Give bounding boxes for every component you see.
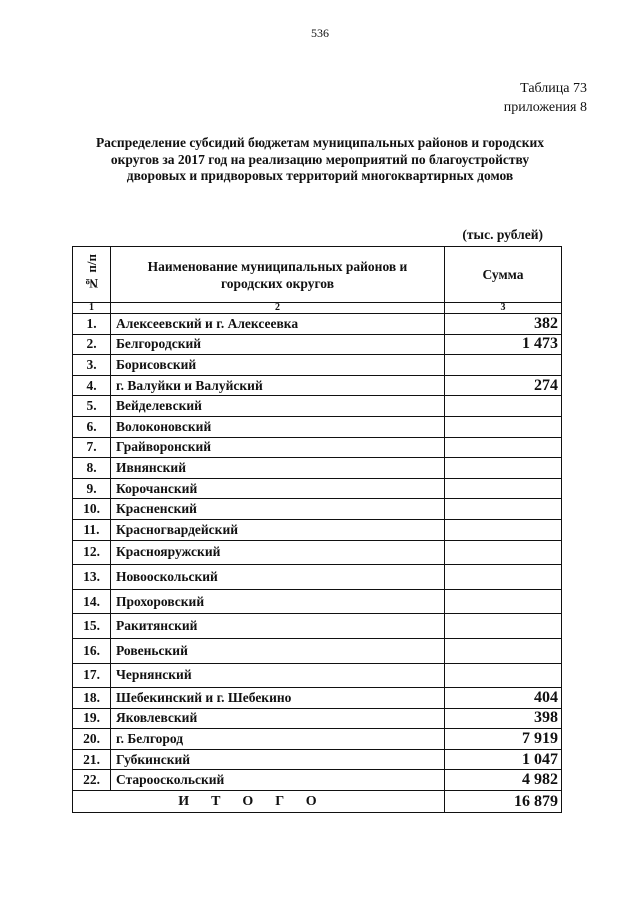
- row-sum: 404: [445, 688, 562, 709]
- row-number: 18.: [73, 688, 111, 709]
- table-row: [73, 437, 562, 458]
- column-index-2: 2: [111, 303, 445, 314]
- row-sum: 4 982: [445, 770, 562, 791]
- row-number: 12.: [73, 540, 111, 565]
- header-sum: Сумма: [445, 247, 562, 303]
- row-number: 7.: [73, 437, 111, 458]
- table-row: [73, 396, 562, 417]
- row-sum: [445, 589, 562, 614]
- row-number: 9.: [73, 478, 111, 499]
- table-ref-line2: приложения 8: [503, 100, 587, 115]
- page-number: 536: [311, 26, 329, 40]
- row-sum: [445, 663, 562, 688]
- row-sum: [445, 638, 562, 663]
- row-sum: [445, 458, 562, 479]
- row-sum: [445, 499, 562, 520]
- row-district-name: г. Белгород: [111, 729, 445, 750]
- row-sum: [445, 355, 562, 376]
- row-district-name: Чернянский: [111, 663, 445, 688]
- row-district-name: Яковлевский: [111, 708, 445, 729]
- row-sum: [445, 478, 562, 499]
- row-sum: 7 919: [445, 729, 562, 750]
- table-row: [73, 355, 562, 376]
- row-number: 21.: [73, 749, 111, 770]
- row-sum: [445, 519, 562, 540]
- row-sum: [445, 416, 562, 437]
- row-sum: [445, 540, 562, 565]
- table-row: [73, 458, 562, 479]
- header-num-label: № п/п: [84, 254, 99, 291]
- table-row: [73, 416, 562, 437]
- row-number: 8.: [73, 458, 111, 479]
- row-number: 15.: [73, 614, 111, 639]
- table-body: [73, 314, 562, 791]
- row-number: 17.: [73, 663, 111, 688]
- row-number: 1.: [73, 314, 111, 335]
- column-index-row: [73, 303, 562, 314]
- table-row: [73, 540, 562, 565]
- row-sum: [445, 396, 562, 417]
- table-row: [73, 334, 562, 355]
- units-label: (тыс. рублей): [462, 227, 543, 242]
- table-row: [73, 688, 562, 709]
- row-district-name: Алексеевский и г. Алексеевка: [111, 314, 445, 335]
- table-row: [73, 663, 562, 688]
- row-district-name: Ивнянский: [111, 458, 445, 479]
- row-district-name: Белгородский: [111, 334, 445, 355]
- table-row: [73, 478, 562, 499]
- row-number: 6.: [73, 416, 111, 437]
- row-district-name: Вейделевский: [111, 396, 445, 417]
- row-sum: [445, 565, 562, 590]
- row-district-name: Волоконовский: [111, 416, 445, 437]
- row-sum: 274: [445, 375, 562, 396]
- row-number: 19.: [73, 708, 111, 729]
- row-district-name: Красненский: [111, 499, 445, 520]
- table-row: [73, 749, 562, 770]
- row-sum: 382: [445, 314, 562, 335]
- row-sum: 398: [445, 708, 562, 729]
- table-row: [73, 375, 562, 396]
- row-number: 13.: [73, 565, 111, 590]
- row-district-name: Шебекинский и г. Шебекино: [111, 688, 445, 709]
- row-sum: [445, 614, 562, 639]
- total-sum: 16 879: [445, 791, 562, 813]
- row-number: 5.: [73, 396, 111, 417]
- table-ref-line1: Таблица 73: [520, 81, 587, 96]
- total-label: ИТОГО: [73, 791, 445, 813]
- row-number: 4.: [73, 375, 111, 396]
- table-row: [73, 589, 562, 614]
- row-sum: 1 047: [445, 749, 562, 770]
- table-row: [73, 729, 562, 750]
- row-number: 11.: [73, 519, 111, 540]
- row-number: 3.: [73, 355, 111, 376]
- table-row: [73, 770, 562, 791]
- row-district-name: Красногвардейский: [111, 519, 445, 540]
- header-row: [73, 247, 562, 303]
- table-reference: [504, 79, 587, 117]
- table-row: [73, 614, 562, 639]
- row-number: 14.: [73, 589, 111, 614]
- row-number: 16.: [73, 638, 111, 663]
- row-district-name: Грайворонский: [111, 437, 445, 458]
- total-row: [73, 791, 562, 813]
- row-number: 10.: [73, 499, 111, 520]
- row-district-name: г. Валуйки и Валуйский: [111, 375, 445, 396]
- row-district-name: Ровеньский: [111, 638, 445, 663]
- table-row: [73, 519, 562, 540]
- table-row: [73, 708, 562, 729]
- table-row: [73, 565, 562, 590]
- row-number: 2.: [73, 334, 111, 355]
- document-title: Распределение субсидий бюджетам муниципальных районов и городских округов за 2017 год на реализацию мероприятий по благоустройству дворовых и придворовых территорий многоквартирных домов: [95, 135, 545, 183]
- row-district-name: Краснояружский: [111, 540, 445, 565]
- row-number: 22.: [73, 770, 111, 791]
- column-index-1: 1: [73, 303, 111, 314]
- table-row: [73, 638, 562, 663]
- row-district-name: Корочанский: [111, 478, 445, 499]
- table-row: [73, 314, 562, 335]
- column-index-3: 3: [445, 303, 562, 314]
- row-district-name: Губкинский: [111, 749, 445, 770]
- row-district-name: Новооскольский: [111, 565, 445, 590]
- row-district-name: Прохоровский: [111, 589, 445, 614]
- row-number: 20.: [73, 729, 111, 750]
- header-num: [73, 247, 111, 303]
- row-sum: 1 473: [445, 334, 562, 355]
- row-district-name: Борисовский: [111, 355, 445, 376]
- row-district-name: Ракитянский: [111, 614, 445, 639]
- row-district-name: Старооскольский: [111, 770, 445, 791]
- row-sum: [445, 437, 562, 458]
- header-name: Наименование муниципальных районов и городских округов: [111, 247, 445, 303]
- subsidies-table: [72, 246, 562, 813]
- table-row: [73, 499, 562, 520]
